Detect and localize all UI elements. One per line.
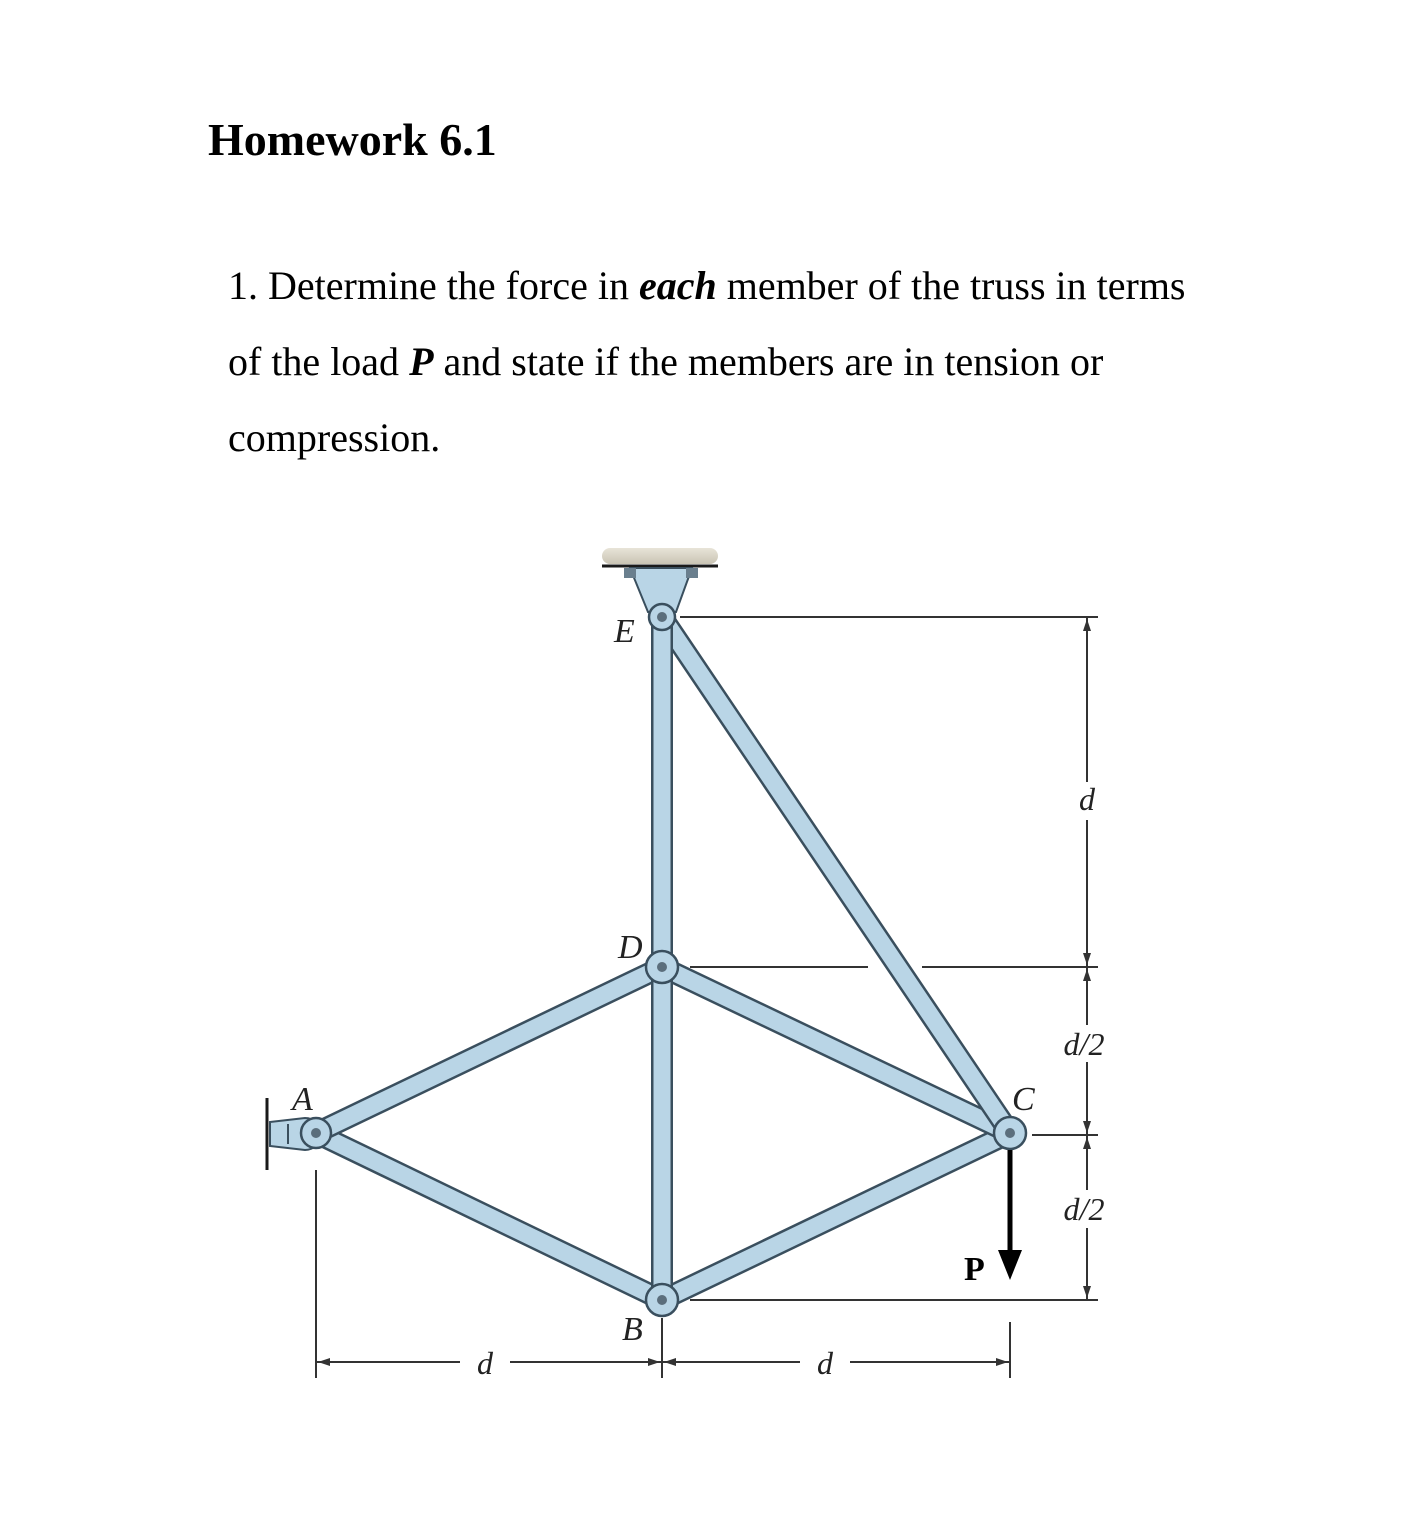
problem-text-part2: member of the truss in terms of the load: [228, 263, 1186, 384]
joint-label-c: C: [1012, 1081, 1035, 1118]
load-arrow: [998, 1150, 1022, 1280]
joint-label-d: D: [618, 929, 643, 966]
dim-label-cb: d/2: [1063, 1191, 1105, 1227]
joint-label-e: E: [614, 613, 635, 650]
joint-label-b: B: [622, 1311, 643, 1348]
pin-e: [649, 604, 675, 630]
ceiling-shading: [602, 548, 718, 564]
page-title: Homework 6.1: [208, 114, 497, 165]
ceiling-support: [602, 548, 718, 612]
pin-d: [646, 951, 678, 983]
member-bc: [662, 1133, 1010, 1300]
problem-text-part1: Determine the force in: [268, 263, 629, 308]
bolt-right: [686, 568, 698, 578]
problem-number: 1.: [228, 263, 258, 308]
dim-label-ed: d: [1079, 781, 1095, 817]
member-ad: [316, 967, 662, 1133]
problem-emphasis-word: each: [638, 263, 717, 308]
pin-a: [301, 1118, 331, 1148]
problem-load-symbol: P: [409, 339, 434, 384]
pin-b: [646, 1284, 678, 1316]
pin-c: [994, 1117, 1026, 1149]
dim-label-ab: d: [477, 1345, 493, 1381]
dim-label-dc: d/2: [1063, 1026, 1105, 1062]
member-ab: [316, 1133, 662, 1300]
load-label: P: [964, 1251, 985, 1288]
dim-label-bc: d: [817, 1345, 833, 1381]
joint-label-a: A: [292, 1081, 313, 1118]
problem-text-part3: and state if the members are in tension or compression.: [228, 339, 1104, 460]
bolt-left: [624, 568, 636, 578]
